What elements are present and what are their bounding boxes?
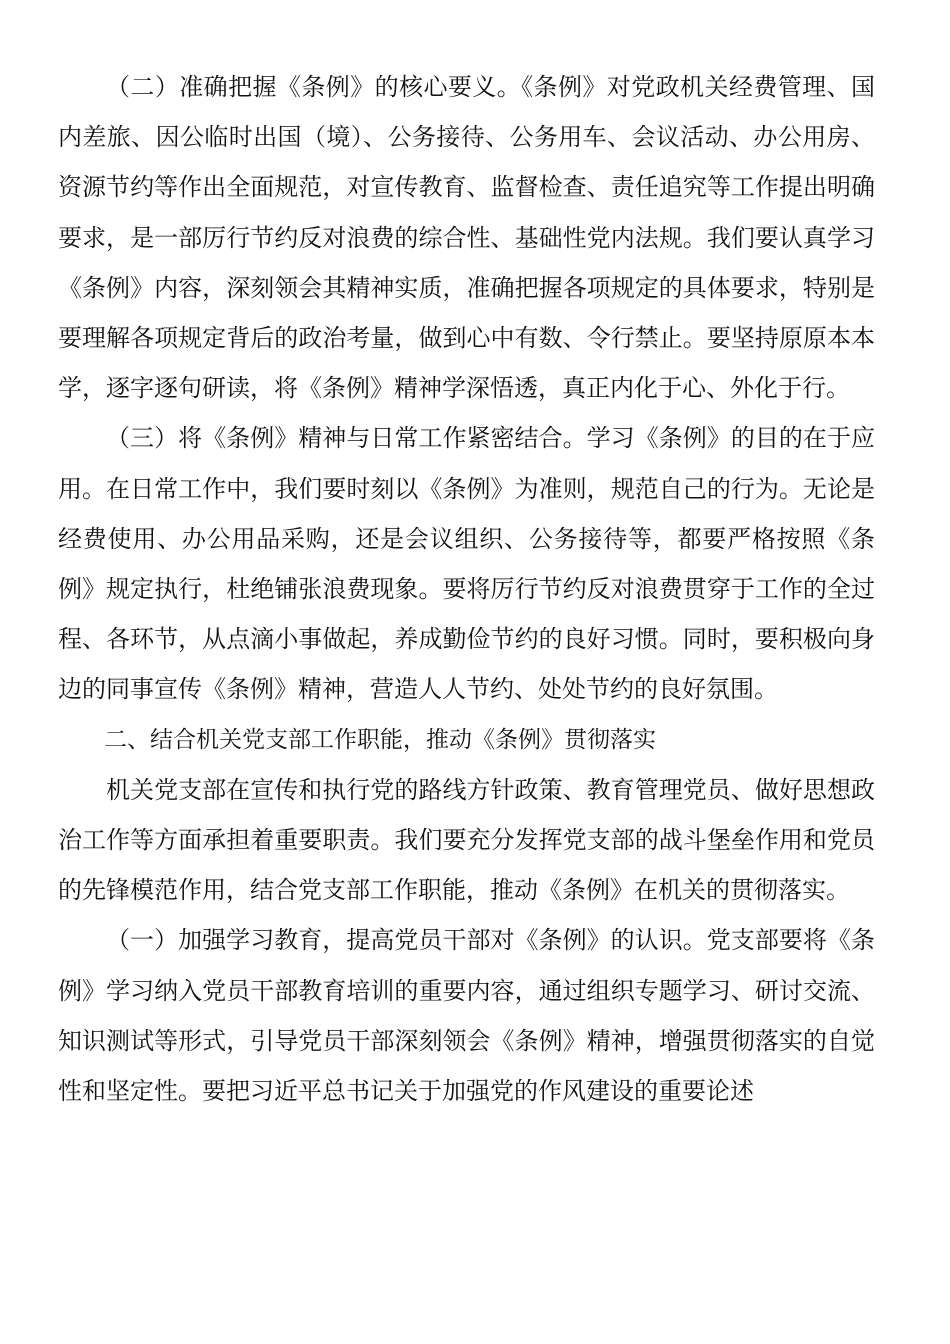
document-page (58, 62, 875, 1116)
section-heading: 二、结合机关党支部工作职能，推动《条例》贯彻落实 (104, 726, 656, 753)
paragraph-section-1-item-2: （二）准确把握《条例》的核心要义。《条例》对党政机关经费管理、国内差旅、因公临时出国（境）、公务接待、公务用车、会议活动、办公用房、资源节约等作出全面规范，对宣传教育、监督检查、责任追究等工作提出明确要求，是一部厉行节约反对浪费的综合性、基础性党内法规。我们要认真学习《条例》内容，深刻领会其精神实质，准确把握各项规定的具体要求，特别是要理解各项规定背后的政治考量，做到心中有数、令行禁止。要坚持原原本本学，逐字逐句研读，将《条例》精神学深悟透，真正内化于心、外化于行。 (58, 73, 875, 403)
paragraph-section-2-item-1: （一）加强学习教育，提高党员干部对《条例》的认识。党支部要将《条例》学习纳入党员干部教育培训的重要内容，通过组织专题学习、研讨交流、知识测试等形式，引导党员干部深刻领会《条例》精神，增强贯彻落实的自觉性和坚定性。要把习近平总书记关于加强党的作风建设的重要论述 (58, 926, 875, 1106)
paragraph-section-1-item-3: （三）将《条例》精神与日常工作紧密结合。学习《条例》的目的在于应用。在日常工作中，我们要时刻以《条例》为准则，规范自己的行为。无论是经费使用、办公用品采购，还是会议组织、公务接待等，都要严格按照《条例》规定执行，杜绝铺张浪费现象。要将厉行节约反对浪费贯穿于工作的全过程、各环节，从点滴小事做起，养成勤俭节约的良好习惯。同时，要积极向身边的同事宣传《条例》精神，营造人人节约、处处节约的良好氛围。 (58, 424, 875, 704)
paragraph-section-2-intro: 机关党支部在宣传和执行党的路线方针政策、教育管理党员、做好思想政治工作等方面承担着重要职责。我们要充分发挥党支部的战斗堡垒作用和党员的先锋模范作用，结合党支部工作职能，推动《条例》在机关的贯彻落实。 (58, 775, 875, 905)
